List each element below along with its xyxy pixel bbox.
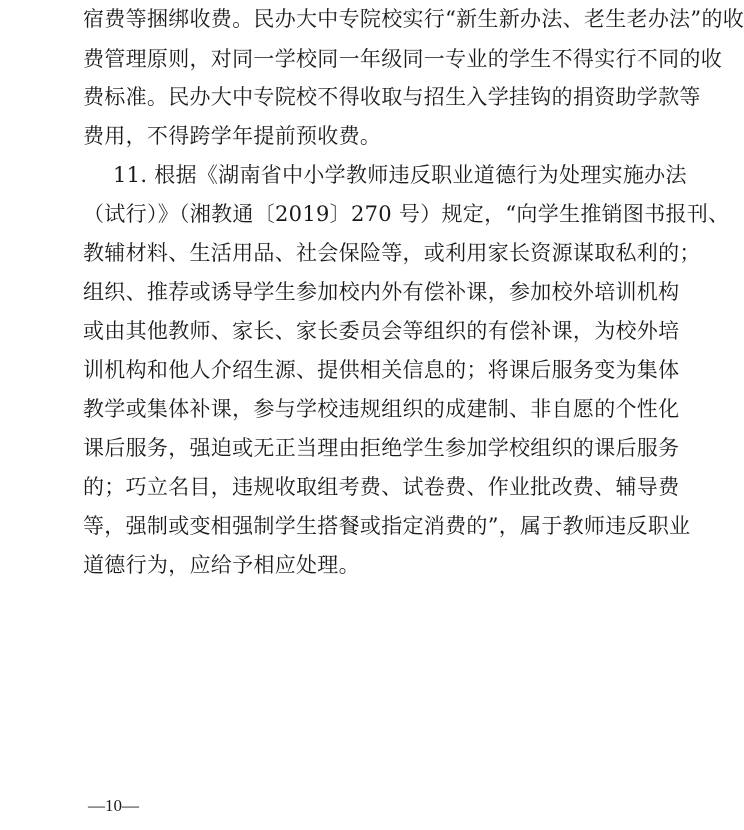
text-line-7: 教辅材料、生活用品、社会保险等，或利用家长资源谋取私利的； — [83, 241, 701, 265]
text-line-13: 的；巧立名目，违规收取组考费、试卷费、作业批改费、辅导费 — [83, 475, 680, 499]
text-line-4: 费用，不得跨学年提前预收费。 — [83, 124, 382, 148]
text-line-15: 道德行为，应给予相应处理。 — [83, 553, 360, 577]
text-line-8: 组织、推荐或诱导学生参加校内外有偿补课，参加校外培训机构 — [83, 280, 680, 304]
item-11-heading-line: 11. 根据《湖南省中小学教师违反职业道德行为处理实施办法 — [113, 163, 687, 187]
page-number: —10— — [88, 796, 139, 815]
text-line-6: （试行）》（湘教通〔2019〕270 号）规定，“向学生推销图书报刊、 — [83, 202, 730, 226]
text-line-11: 教学或集体补课，参与学校违规组织的成建制、非自愿的个性化 — [83, 397, 680, 421]
text-line-9: 或由其他教师、家长、家长委员会等组织的有偿补课，为校外培 — [83, 319, 680, 343]
text-line-2: 费管理原则，对同一学校同一年级同一专业的学生不得实行不同的收 — [83, 47, 722, 71]
text-line-1: 宿费等捆绑收费。民办大中专院校实行“新生新办法、老生老办法”的收 — [83, 7, 744, 31]
text-line-3: 费标准。民办大中专院校不得收取与招生入学挂钩的捐资助学款等 — [83, 85, 701, 109]
text-line-14: 等，强制或变相强制学生搭餐或指定消费的”，属于教师违反职业 — [83, 514, 691, 538]
text-line-10: 训机构和他人介绍生源、提供相关信息的；将课后服务变为集体 — [83, 358, 680, 382]
text-line-12: 课后服务，强迫或无正当理由拒绝学生参加学校组织的课后服务 — [83, 436, 680, 460]
